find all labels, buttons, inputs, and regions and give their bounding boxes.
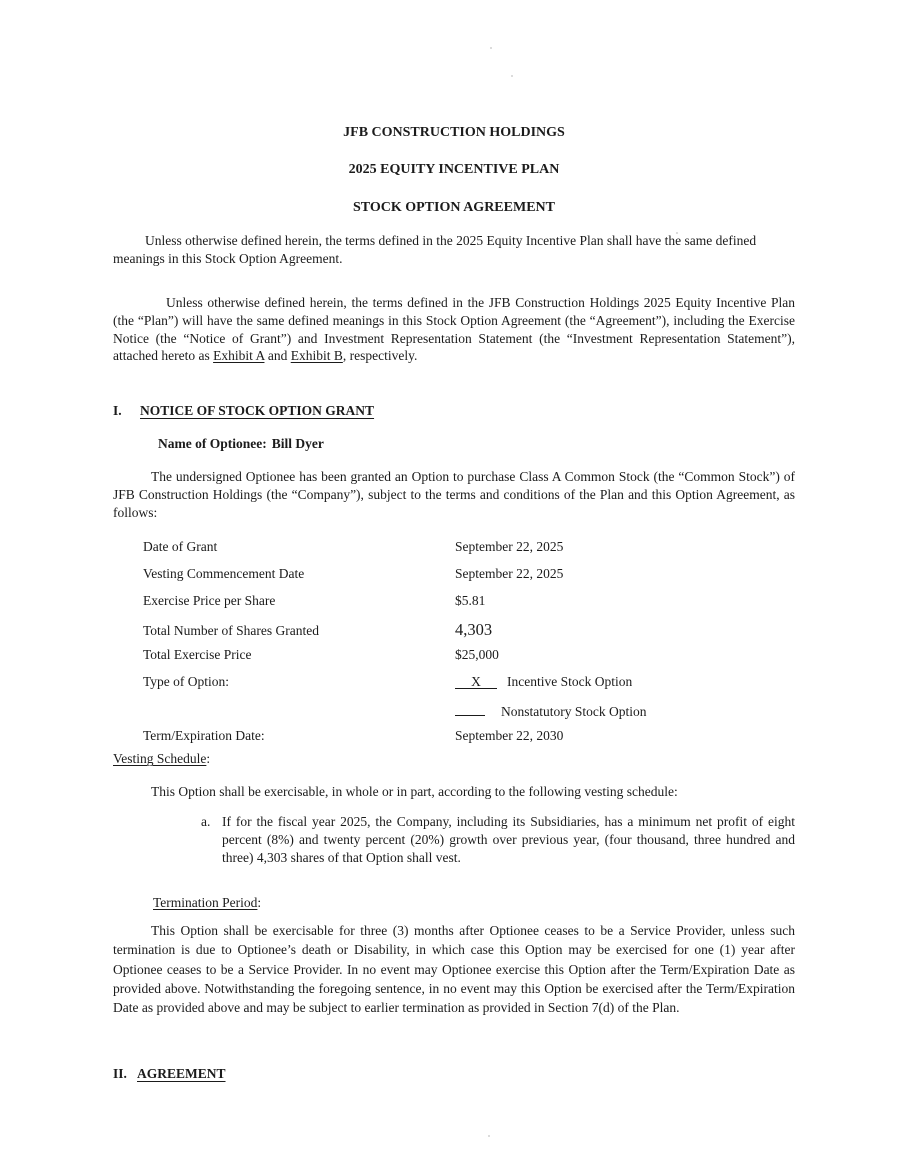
section-2-heading: [113, 1065, 795, 1083]
scan-speck: [488, 1135, 490, 1137]
intro-paragraph-2-end: , respectively.: [342, 348, 418, 364]
optionee-name: Bill Dyer: [271, 436, 324, 452]
table-row: [143, 727, 795, 747]
shares-granted-value: 4,303: [455, 620, 493, 640]
term-expiration-label: Term/Expiration Date:: [143, 728, 265, 744]
nonstatutory-option-name: Nonstatutory Stock Option: [501, 704, 647, 720]
grant-intro-paragraph: The undersigned Optionee has been granted an Option to purchase Class A Common Stock (the “Common Stock”) of JFB Construction Holdings (the “Company”), subject to the terms and conditions of the Plan and this Option Agreement, as follows:: [113, 468, 795, 520]
intro-paragraph-2: [113, 294, 795, 365]
grant-row-value: $5.81: [455, 593, 486, 609]
nonstatutory-option-checkmark: [455, 700, 485, 716]
doc-title-agreement: STOCK OPTION AGREEMENT: [352, 199, 555, 215]
termination-paragraph: This Option shall be exercisable for three (3) months after Optionee ceases to be a Service Provider, unless such termination is due to Optionee’s death or Disability, in which case this Option may be exercised for one (1) year after Optionee ceases to be a Service Provider. In no event may Optionee exercise this Option after the Term/Expiration Date as provided above. Notwithstanding the foregoing sentence, in no event may this Option be exercised after the Term/Expiration Date as provided above and may be subject to earlier termination as provided in Section 7(d) of the Plan.: [113, 923, 795, 1015]
table-row: [143, 565, 795, 592]
section-1-heading: [113, 402, 795, 420]
intro-paragraph-2-text: Unless otherwise defined herein, the terms defined in the JFB Construction Holdings 2025 Equity Incentive Plan (the “Plan”) will have the same defined meanings in this Stock Option Agreement (the “Agreement”), including the Exercise Notice (the “Notice of Grant”) and Investment Representation Statement (the “Investment Representation Statement”), attached hereto as: [113, 295, 795, 364]
exhibit-a-reference: Exhibit A: [213, 348, 265, 364]
table-row-type-option-1: [143, 673, 795, 700]
grant-row-label: Date of Grant: [143, 539, 218, 555]
termination-period-heading-text: Termination Period: [153, 895, 258, 911]
term-expiration-value: September 22, 2030: [455, 728, 564, 744]
table-row-type-option-2: [143, 700, 795, 727]
document-content: [113, 0, 795, 1083]
termination-period-heading: [153, 894, 795, 912]
doc-title-company: JFB CONSTRUCTION HOLDINGS: [343, 125, 565, 140]
grant-row-value: $25,000: [455, 647, 499, 663]
grant-row-label: Total Number of Shares Granted: [143, 623, 320, 639]
exhibit-b-reference: Exhibit B: [290, 348, 343, 364]
optionee-label: Name of Optionee:: [158, 436, 267, 452]
grant-row-label: Vesting Commencement Date: [143, 566, 305, 582]
vesting-item-a-marker: a.: [201, 813, 211, 829]
section-1-number: I.: [113, 403, 122, 419]
document-header: [113, 124, 795, 217]
optionee-line: [158, 435, 795, 453]
vesting-intro-paragraph: This Option shall be exercisable, in whole or in part, according to the following vesting schedule:: [151, 784, 678, 800]
grant-details-table: [113, 538, 795, 747]
vesting-schedule-heading-colon: :: [206, 751, 211, 767]
vesting-schedule-heading: [113, 750, 795, 768]
termination-period-heading-colon: :: [257, 895, 262, 911]
grant-row-value: September 22, 2025: [455, 539, 564, 555]
table-row: [143, 619, 795, 646]
incentive-option-name: Incentive Stock Option: [507, 674, 633, 690]
table-row: [143, 538, 795, 565]
vesting-item-a: [201, 813, 795, 866]
table-row: [143, 646, 795, 673]
intro-paragraph-2-and: and: [264, 348, 291, 364]
incentive-option-checkmark: X: [455, 673, 497, 689]
grant-row-value: September 22, 2025: [455, 566, 564, 582]
doc-title-plan: 2025 EQUITY INCENTIVE PLAN: [348, 162, 560, 178]
intro-paragraph-1: Unless otherwise defined herein, the terms defined in the 2025 Equity Incentive Plan shall have the same defined meanings in this Stock Option Agreement.: [113, 233, 757, 267]
vesting-item-a-text: If for the fiscal year 2025, the Company, including its Subsidiaries, has a minimum net profit of eight percent (8%) and twenty percent (20%) growth over previous year, (four thousand, three hundred and three) 4,303 shares of that Option shall vest.: [222, 813, 795, 865]
table-row: [143, 592, 795, 619]
section-1-title: NOTICE OF STOCK OPTION GRANT: [140, 403, 375, 419]
grant-row-label: Exercise Price per Share: [143, 593, 276, 609]
vesting-schedule-heading-text: Vesting Schedule: [113, 751, 207, 767]
section-2-title: AGREEMENT: [137, 1066, 226, 1081]
section-2-number: II.: [113, 1066, 127, 1081]
grant-row-label: Total Exercise Price: [143, 647, 252, 663]
type-of-option-label: Type of Option:: [143, 674, 230, 690]
